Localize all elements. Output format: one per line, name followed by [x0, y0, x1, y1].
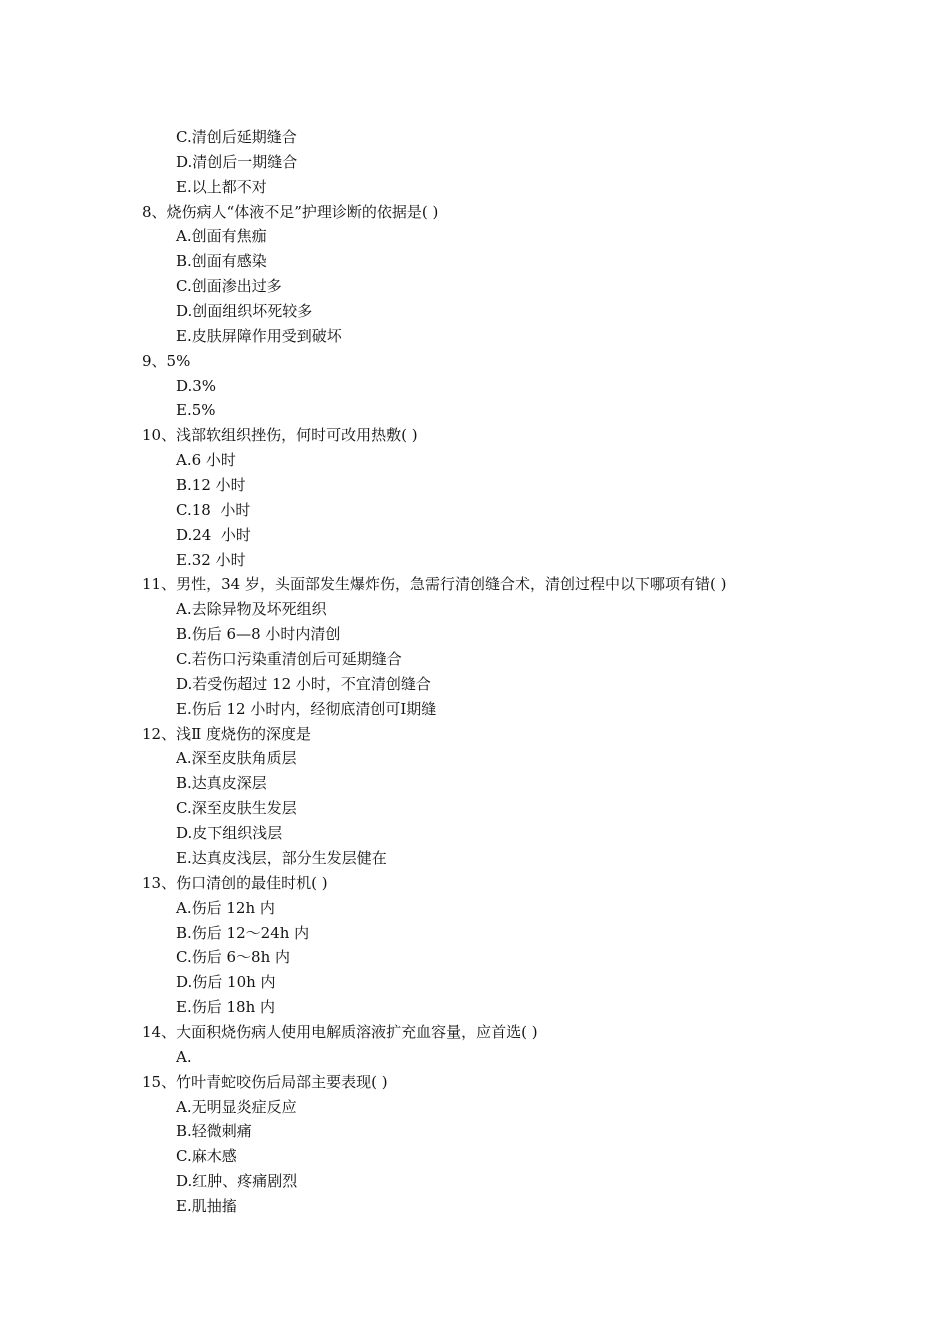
answer-option: A.无明显炎症反应 — [176, 1097, 297, 1116]
answer-option: C.清创后延期缝合 — [176, 128, 297, 146]
answer-option: B.伤后 6—8 小时内清创 — [176, 625, 341, 644]
answer-option: A. — [176, 1047, 192, 1066]
answer-option: A.创面有焦痂 — [176, 227, 267, 246]
answer-option: D.伤后 10h 内 — [176, 973, 276, 992]
answer-option: E.达真皮浅层，部分生发层健在 — [176, 848, 387, 867]
question-stem: 14、大面积烧伤病人使用电解质溶液扩充血容量，应首选( ) — [142, 1022, 538, 1041]
question-stem: 13、伤口清创的最佳时机( ) — [142, 873, 328, 892]
answer-option: E.伤后 12 小时内，经彻底清创可Ⅰ期缝 — [176, 699, 437, 718]
question-stem: 9、5% — [142, 351, 191, 370]
answer-option: A.深至皮肤角质层 — [176, 749, 297, 768]
answer-option: A.去除异物及坏死组织 — [176, 600, 327, 619]
question-stem: 8、烧伤病人“体液不足”护理诊断的依据是( ) — [142, 202, 439, 221]
answer-option: D.若受伤超过 12 小时，不宜清创缝合 — [176, 674, 431, 693]
answer-option: E.皮肤屏障作用受到破坏 — [176, 326, 342, 345]
answer-option: D.皮下组织浅层 — [176, 824, 283, 843]
answer-option: C.麻木感 — [176, 1147, 237, 1166]
answer-option: C.若伤口污染重清创后可延期缝合 — [176, 650, 402, 669]
question-stem: 10、浅部软组织挫伤，何时可改用热敷( ) — [142, 426, 418, 445]
question-stem: 12、浅Ⅱ 度烧伤的深度是 — [142, 724, 312, 743]
question-stem: 11、男性，34 岁，头面部发生爆炸伤，急需行清创缝合术，清创过程中以下哪项有错( ) — [142, 575, 727, 594]
answer-option: C.伤后 6～8h 内 — [176, 948, 290, 967]
answer-option: B.轻微刺痛 — [176, 1122, 252, 1141]
answer-option: B.创面有感染 — [176, 252, 267, 271]
answer-option: C.深至皮肤生发层 — [176, 799, 297, 818]
question-list — [0, 125, 950, 1219]
answer-option: E.32 小时 — [176, 550, 246, 569]
answer-option: B.伤后 12～24h 内 — [176, 923, 310, 942]
answer-option: E.肌抽搐 — [176, 1196, 237, 1215]
answer-option: A.伤后 12h 内 — [176, 898, 275, 917]
answer-option: B.达真皮深层 — [176, 774, 267, 793]
answer-option: E.以上都不对 — [176, 177, 267, 196]
answer-option: D.24 小时 — [176, 525, 251, 544]
answer-option: D.创面组织坏死较多 — [176, 302, 313, 321]
answer-option: C.18 小时 — [176, 500, 251, 519]
answer-option: B.12 小时 — [176, 476, 246, 495]
answer-option: E.5% — [176, 401, 216, 420]
answer-option: A.6 小时 — [176, 451, 236, 470]
answer-option: D.红肿、疼痛剧烈 — [176, 1172, 298, 1191]
answer-option: D.清创后一期缝合 — [176, 152, 298, 171]
question-stem: 15、竹叶青蛇咬伤后局部主要表现( ) — [142, 1072, 388, 1091]
answer-option: D.3% — [176, 376, 217, 395]
answer-option: C.创面渗出过多 — [176, 277, 282, 296]
answer-option: E.伤后 18h 内 — [176, 998, 276, 1017]
